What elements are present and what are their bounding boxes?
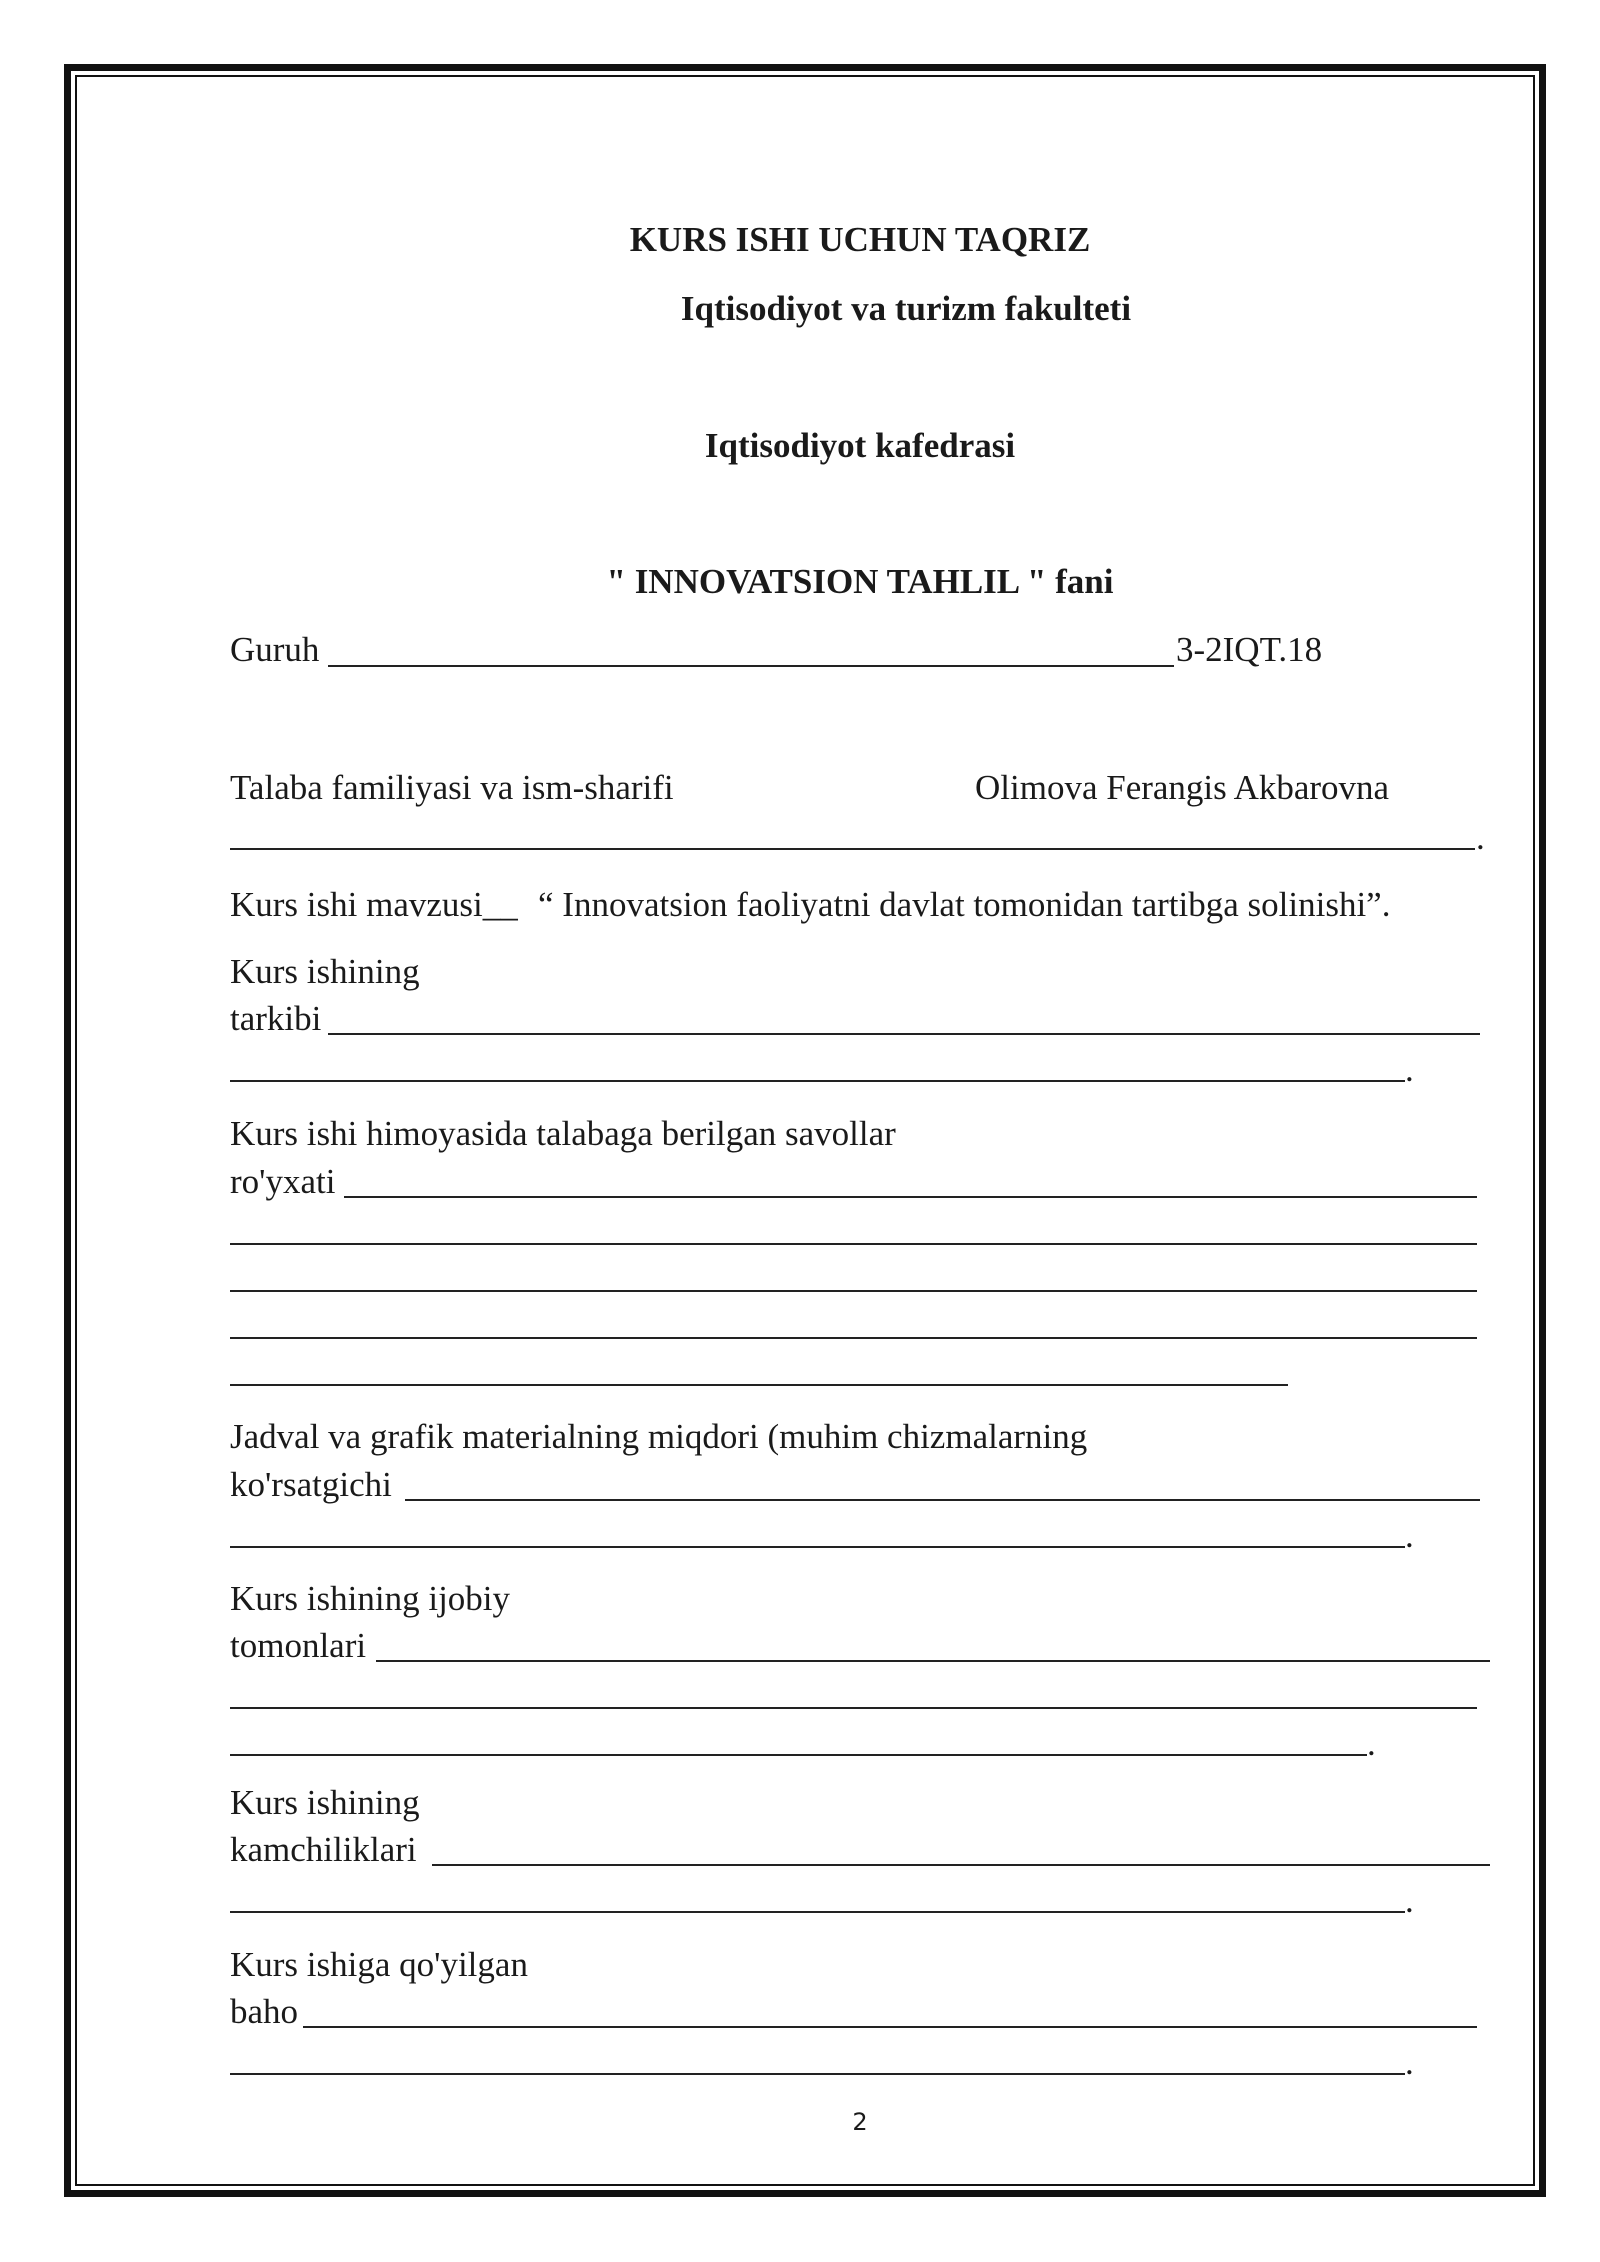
structure-label-line2: tarkibi xyxy=(230,999,322,1038)
positive-blank-line-3 xyxy=(230,1754,1367,1756)
positive-label-line2: tomonlari xyxy=(230,1626,367,1665)
student-blank-line xyxy=(230,848,1475,850)
positive-blank-line-2 xyxy=(230,1707,1477,1709)
tables-blank-line-1 xyxy=(405,1499,1480,1501)
page-number: 2 xyxy=(852,2108,868,2136)
grade-label-line2: baho xyxy=(230,1992,299,2031)
grade-label-line1: Kurs ishiga qo'yilgan xyxy=(230,1945,528,1984)
line-end-period: . xyxy=(1476,818,1485,857)
structure-label-line1: Kurs ishining xyxy=(230,952,420,991)
structure-blank-line-1 xyxy=(328,1033,1480,1035)
student-label: Talaba familiyasi va ism-sharifi xyxy=(230,768,674,807)
department-name: Iqtisodiyot kafedrasi xyxy=(704,426,1016,465)
line-end-period: . xyxy=(1405,2043,1414,2082)
tables-label-line1: Jadval va grafik materialning miqdori (muhim chizmalarning xyxy=(230,1417,1088,1456)
student-value: Olimova Ferangis Akbarovna xyxy=(975,768,1390,807)
structure-blank-line-2 xyxy=(230,1080,1405,1082)
questions-blank-line-4 xyxy=(230,1337,1477,1339)
topic-value: “ Innovatsion faoliyatni davlat tomonidan tartibga solinishi”. xyxy=(538,885,1391,924)
line-end-period: . xyxy=(1405,1516,1414,1555)
shortcomings-blank-line-1 xyxy=(432,1864,1490,1866)
topic-label: Kurs ishi mavzusi__ xyxy=(230,885,518,924)
faculty-name: Iqtisodiyot va turizm fakulteti xyxy=(680,289,1132,328)
line-end-period: . xyxy=(1405,1881,1414,1920)
group-blank-line xyxy=(328,665,1174,667)
group-value: 3-2IQT.18 xyxy=(1176,630,1323,669)
line-end-period: . xyxy=(1367,1724,1376,1763)
questions-blank-line-1 xyxy=(344,1196,1477,1198)
positive-label-line1: Kurs ishining ijobiy xyxy=(230,1579,511,1618)
positive-blank-line-1 xyxy=(376,1660,1490,1662)
document-title: KURS ISHI UCHUN TAQRIZ xyxy=(629,220,1091,259)
questions-label-line2: ro'yxati xyxy=(230,1162,336,1201)
shortcomings-label-line1: Kurs ishining xyxy=(230,1783,420,1822)
tables-label-line2: ko'rsatgichi xyxy=(230,1465,392,1504)
questions-blank-line-3 xyxy=(230,1290,1477,1292)
grade-blank-line-2 xyxy=(230,2073,1405,2075)
grade-blank-line-1 xyxy=(303,2026,1477,2028)
questions-label-line1: Kurs ishi himoyasida talabaga berilgan savollar xyxy=(230,1114,896,1153)
shortcomings-label-line2: kamchiliklari xyxy=(230,1830,417,1869)
group-label: Guruh xyxy=(230,630,320,669)
tables-blank-line-2 xyxy=(230,1546,1405,1548)
shortcomings-blank-line-2 xyxy=(230,1911,1405,1913)
questions-blank-line-2 xyxy=(230,1243,1477,1245)
line-end-period: . xyxy=(1405,1050,1414,1089)
subject-name: " INNOVATSION TAHLIL " fani xyxy=(606,562,1114,601)
questions-blank-line-5 xyxy=(230,1384,1288,1386)
